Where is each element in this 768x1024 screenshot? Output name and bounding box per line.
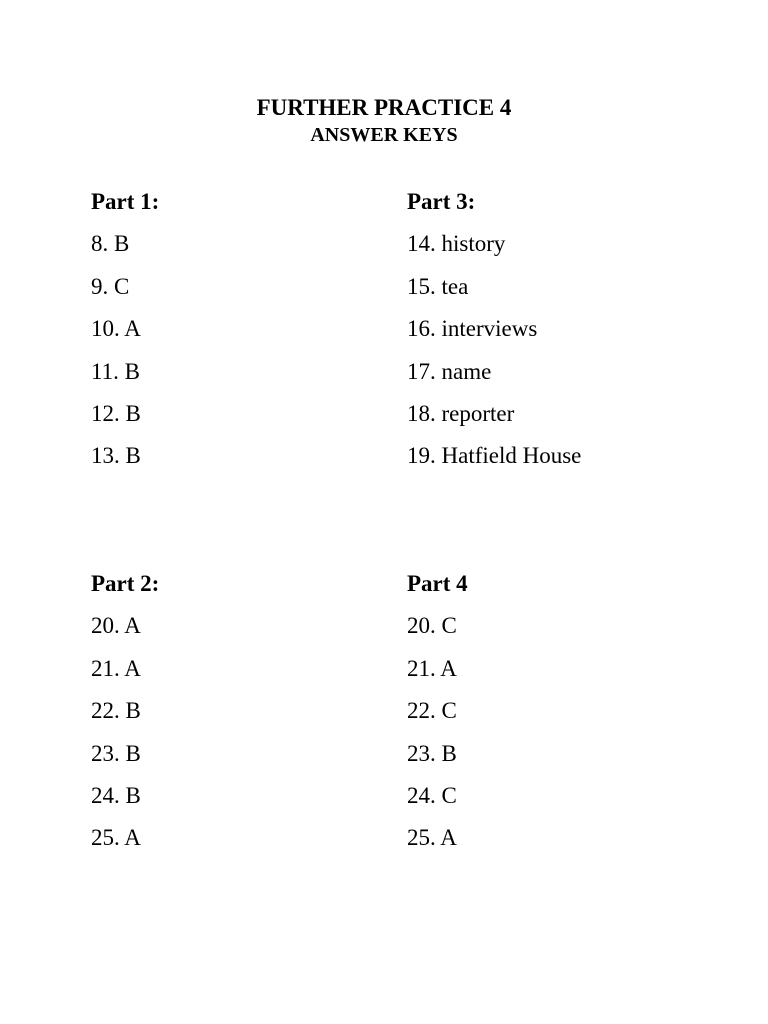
- section-part-4: [407, 571, 707, 868]
- answer-item: 19. Hatfield House: [407, 443, 582, 469]
- answer-item: 20. A: [91, 613, 141, 639]
- answer-item: 17. name: [407, 358, 492, 384]
- section-heading: Part 1:: [91, 189, 160, 214]
- answer-item: 15. tea: [407, 273, 469, 299]
- answer-item: 11. B: [91, 358, 140, 384]
- section-part-1: [91, 189, 391, 486]
- section-heading: Part 4: [407, 571, 468, 596]
- section-heading: Part 3:: [407, 189, 476, 214]
- answer-item: 16. interviews: [407, 316, 538, 342]
- answer-item: 21. A: [407, 655, 457, 681]
- answer-item: 23. B: [91, 740, 141, 766]
- section-part-2: [91, 571, 391, 868]
- answer-item: 12. B: [91, 400, 141, 426]
- answer-list: [407, 231, 707, 485]
- answer-item: 25. A: [91, 825, 141, 851]
- answer-item: 25. A: [407, 825, 457, 851]
- answer-item: 13. B: [91, 443, 141, 469]
- answer-item: 8. B: [91, 231, 130, 257]
- answer-item: 24. B: [91, 782, 141, 808]
- answer-item: 9. C: [91, 273, 130, 299]
- answer-item: 22. B: [91, 698, 141, 724]
- answer-item: 14. history: [407, 231, 506, 257]
- answer-item: 21. A: [91, 655, 141, 681]
- answer-item: 20. C: [407, 613, 457, 639]
- section-heading: Part 2:: [91, 571, 160, 596]
- answer-list: [91, 613, 391, 867]
- answer-item: 18. reporter: [407, 400, 515, 426]
- document-title: FURTHER PRACTICE 4: [256, 95, 512, 120]
- document-subtitle: ANSWER KEYS: [310, 124, 458, 146]
- answer-item: 22. C: [407, 698, 457, 724]
- answer-list: [91, 231, 391, 485]
- answer-item: 10. A: [91, 316, 141, 342]
- answer-list: [407, 613, 707, 867]
- section-part-3: [407, 189, 707, 486]
- answer-item: 24. C: [407, 782, 457, 808]
- answer-item: 23. B: [407, 740, 457, 766]
